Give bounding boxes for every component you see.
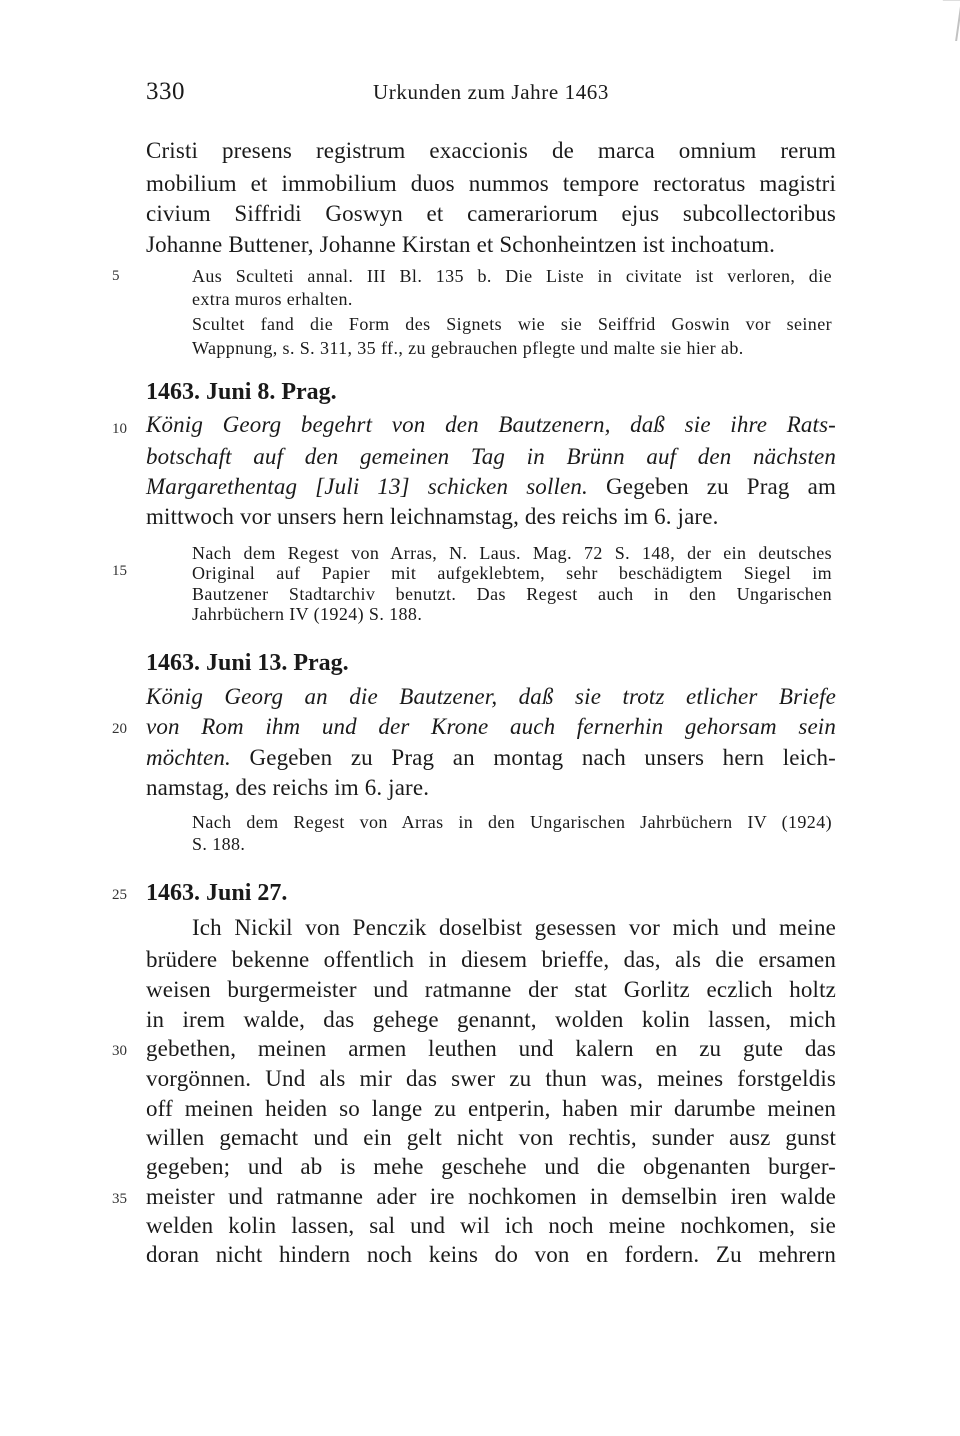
line-number: 25: [112, 887, 127, 903]
regest-roman: Gegeben zu Prag an montag nach unsers hern leich-: [230, 745, 836, 770]
charter-line: in irem walde, das gehege genannt, wolden kolin lassen, mich: [146, 1007, 836, 1032]
regest-italic: möchten.: [146, 745, 231, 770]
body-line: Cristi presens registrum exaccionis de marca omnium rerum: [146, 138, 836, 163]
regest-line: namstag, des reichs im 6. jare.: [146, 775, 430, 800]
regest-line: von Rom ihm und der Krone auch fernerhin gehorsam sein: [146, 714, 836, 739]
charter-line: gebethen, meinen armen leuthen und kalern en zu gute das: [146, 1036, 836, 1061]
charter-line: willen gemacht und ein gelt nicht von rechtis, sunder ausz gunst: [146, 1125, 836, 1150]
note-line: Aus Sculteti annal. III Bl. 135 b. Die Liste in civitate ist verloren, die: [192, 266, 832, 286]
body-line: mobilium et immobilium duos nummos tempore rectoratus magistri: [146, 171, 836, 196]
charter-line: off meinen heiden so lange zu entperin, haben mir darumbe meinen: [146, 1096, 836, 1121]
running-title: Urkunden zum Jahre 1463: [373, 80, 609, 104]
regest-line: [146, 474, 836, 500]
regest-roman: Gegeben zu Prag am: [587, 474, 836, 499]
line-number: 30: [112, 1043, 127, 1059]
charter-line: brüdere bekenne offentlich in diesem brieffe, das, als die ersamen: [146, 947, 836, 972]
line-number: 20: [112, 721, 127, 737]
line-number: 10: [112, 421, 127, 437]
note-line: Jahrbüchern IV (1924) S. 188.: [192, 604, 423, 624]
regest-line: König Georg begehrt von den Bautzenern, daß sie ihre Rats-: [146, 412, 836, 437]
note-line: Scultet fand die Form des Signets wie sie Seiffrid Goswin vor seiner: [192, 314, 832, 334]
note-line: Original auf Papier mit aufgeklebtem, sehr beschädigtem Siegel im: [192, 563, 832, 583]
regest-line: [146, 745, 836, 771]
line-number: 35: [112, 1191, 127, 1207]
line-number: 5: [112, 268, 120, 284]
charter-line: doran nicht hindern noch keins do von en fordern. Zu mehrern: [146, 1242, 836, 1267]
entry-date: 1463. Juni 8. Prag.: [146, 379, 337, 405]
note-line: Bautzener Stadtarchiv benutzt. Das Regest auch in den Ungarischen: [192, 584, 832, 604]
line-number: 15: [112, 563, 127, 579]
entry-date: 1463. Juni 27.: [146, 880, 288, 906]
note-line: Wappnung, s. S. 311, 35 ff., zu gebrauchen pflegte und malte sie hier ab.: [192, 338, 744, 358]
charter-line: Ich Nickil von Penczik doselbist gesessen vor mich und meine: [192, 915, 836, 940]
regest-italic: Margarethentag [Juli 13] schicken sollen.: [146, 474, 588, 499]
charter-line: meister und ratmanne ader ire nochkomen in demselbin iren walde: [146, 1184, 836, 1209]
body-line: Johanne Buttener, Johanne Kirstan et Schonheintzen ist inchoatum.: [146, 232, 776, 257]
charter-line: welden kolin lassen, sal und wil ich noch meine nochkomen, sie: [146, 1213, 836, 1238]
note-line: S. 188.: [192, 834, 246, 854]
note-line: extra muros erhalten.: [192, 289, 353, 309]
body-line: civium Siffridi Goswyn et camerariorum ejus subcollectoribus: [146, 201, 836, 226]
charter-line: vorgönnen. Und als mir das swer zu thun was, meines forstgeldis: [146, 1066, 836, 1091]
regest-line: König Georg an die Bautzener, daß sie trotz etlicher Briefe: [146, 684, 836, 709]
page-edge-mark: [937, 0, 960, 41]
note-line: Nach dem Regest von Arras, N. Laus. Mag. 72 S. 148, der ein deutsches: [192, 543, 832, 563]
entry-date: 1463. Juni 13. Prag.: [146, 650, 349, 676]
page-number: 330: [146, 78, 185, 105]
note-line: Nach dem Regest von Arras in den Ungarischen Jahrbüchern IV (1924): [192, 812, 832, 832]
regest-line: botschaft auf den gemeinen Tag in Brünn auf den nächsten: [146, 444, 836, 469]
regest-line: mittwoch vor unsers hern leichnamstag, des reichs im 6. jare.: [146, 504, 719, 529]
charter-line: gegeben; und ab is mehe geschehe und die obgenanten burger-: [146, 1154, 836, 1179]
charter-line: weisen burgermeister und ratmanne der stat Gorlitz eczlich holtz: [146, 977, 836, 1002]
page-header: [146, 78, 836, 112]
